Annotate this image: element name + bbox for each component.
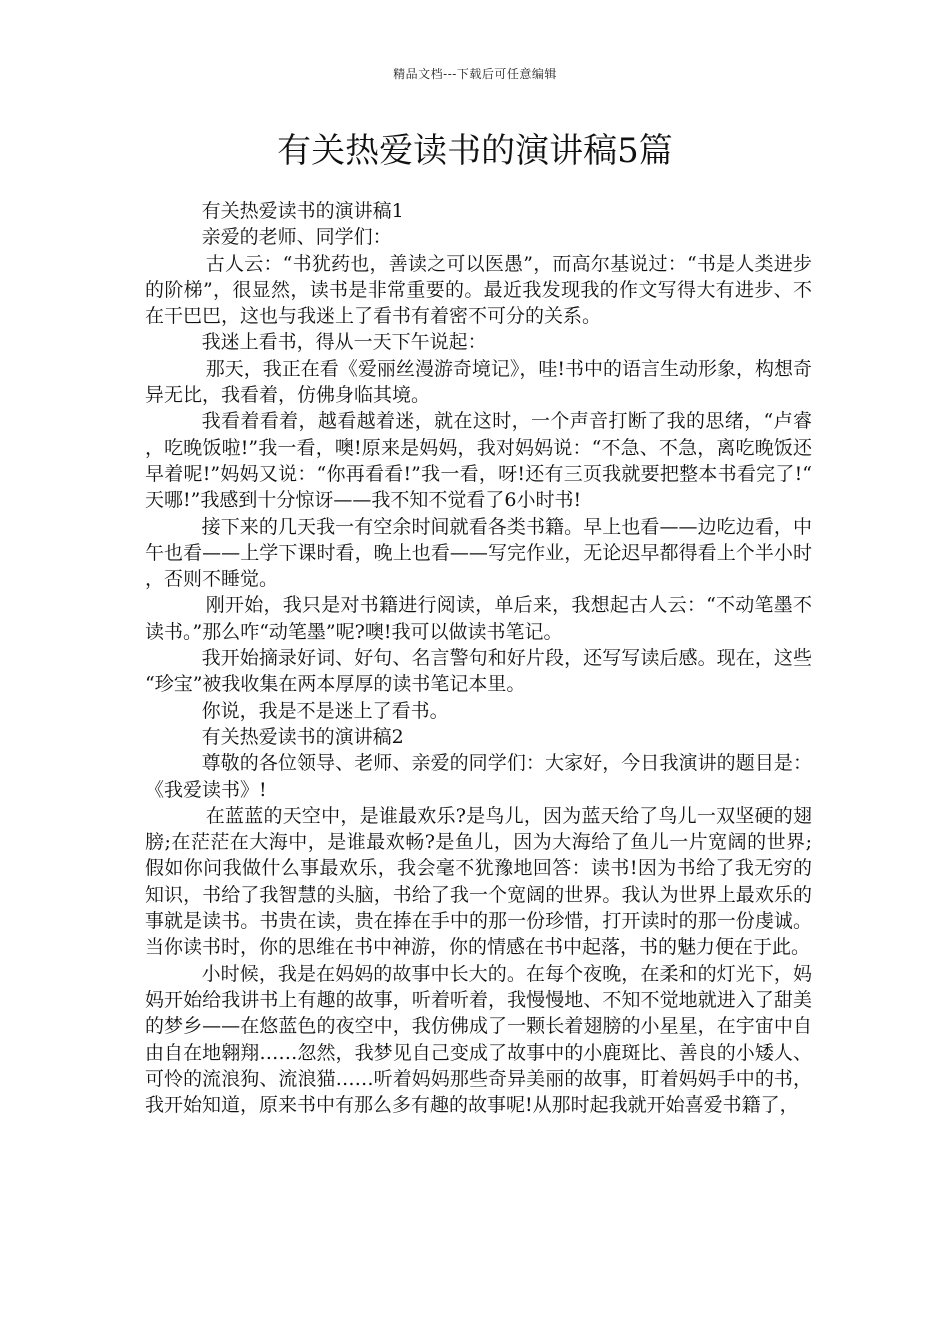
document-title: 有关热爱读书的演讲稿5篇 xyxy=(277,131,673,171)
paragraph: 刚开始，我只是对书籍进行阅读，单后来，我想起古人云：“不动笔墨不读书。”那么咋“动笔墨”呢?噢!我可以做读书笔记。 xyxy=(145,594,812,643)
paragraph: 尊敬的各位领导、老师、亲爱的同学们：大家好，今日我演讲的题目是：《我爱读书》! xyxy=(145,752,812,801)
paragraph: 接下来的几天我一有空余时间就看各类书籍。早上也看——边吃边看，中午也看——上学下课时看，晚上也看——写完作业，无论迟早都得看上个半小时，否则不睡觉。 xyxy=(145,515,812,591)
header-note: 精品文档---下载后可任意编辑 xyxy=(393,67,557,81)
paragraph: 我开始摘录好词、好句、名言警句和好片段，还写写读后感。现在，这些“珍宝”被我收集在两本厚厚的读书笔记本里。 xyxy=(145,647,812,696)
paragraph: 古人云：“书犹药也，善读之可以医愚”，而高尔基说过：“书是人类进步的阶梯”，很显然，读书是非常重要的。最近我发现我的作文写得大有进步、不在干巴巴，这也与我迷上了看书有着密不可分的关系。 xyxy=(145,252,812,328)
paragraph: 亲爱的老师、同学们： xyxy=(201,226,392,249)
document-body xyxy=(145,198,812,1118)
paragraph: 我迷上看书，得从一天下午说起： xyxy=(201,331,487,354)
paragraph: 在蓝蓝的天空中，是谁最欢乐?是鸟儿，因为蓝天给了鸟儿一双坚硬的翅膀;在茫茫在大海中，是谁最欢畅?是鱼儿，因为大海给了鱼儿一片宽阔的世界;假如你问我做什么事最欢乐，我会毫不犹豫地回答：读书!因为书给了我无穷的知识，书给了我智慧的头脑，书给了我一个宽阔的世界。我认为世界上最欢乐的事就是读书。书贵在读，贵在捧在手中的那一份珍惜，打开读时的那一份虔诚。当你读书时，你的思维在书中神游，你的情感在书中起落，书的魅力便在于此。 xyxy=(145,804,812,959)
section-heading: 有关热爱读书的演讲稿2 xyxy=(201,725,404,748)
paragraph: 那天，我正在看《爱丽丝漫游奇境记》，哇!书中的语言生动形象，构想奇异无比，我看着，仿佛身临其境。 xyxy=(145,357,812,407)
paragraph: 小时候，我是在妈妈的故事中长大的。在每个夜晚，在柔和的灯光下，妈妈开始给我讲书上有趣的故事，听着听着，我慢慢地、不知不觉地就进入了甜美的梦乡——在悠蓝色的夜空中，我仿佛成了一颗长着翅膀的小星星，在宇宙中自由自在地翱翔……忽然，我梦见自己变成了故事中的小鹿斑比、善良的小矮人、可怜的流浪狗、流浪猫……听着妈妈那些奇异美丽的故事，盯着妈妈手中的书，我开始知道，原来书中有那么多有趣的故事呢!从那时起我就开始喜爱书籍了， xyxy=(145,962,812,1117)
section-heading: 有关热爱读书的演讲稿1 xyxy=(201,200,404,222)
paragraph: 我看着看着，越看越着迷，就在这时，一个声音打断了我的思绪，“卢睿，吃晚饭啦!”我一看，噢!原来是妈妈，我对妈妈说：“不急、不急，离吃晚饭还早着呢!”妈妈又说：“你再看看!”我一看，呀!还有三页我就要把整本书看完了!“天哪!”我感到十分惊讶——我不知不觉看了6小时书! xyxy=(145,410,812,512)
paragraph: 你说，我是不是迷上了看书。 xyxy=(201,699,449,722)
